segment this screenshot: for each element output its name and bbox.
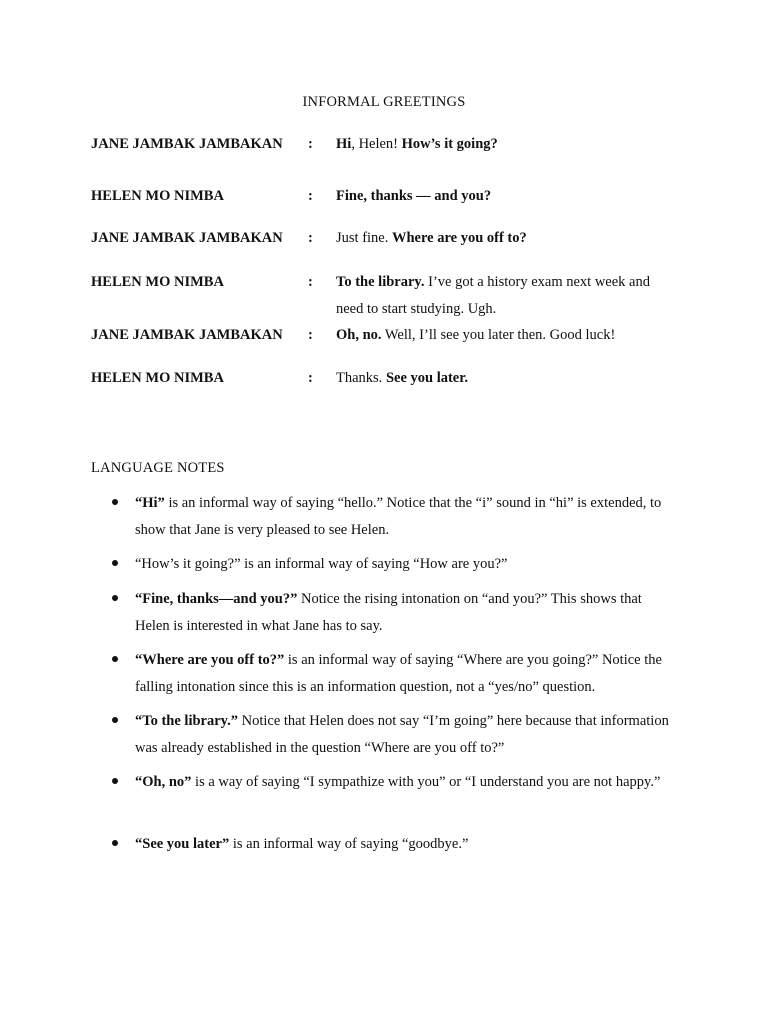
text-run: is an informal way of saying “Where are you going?” Notice the falling intonation since this is an information question, not a “yes/no” question. [135, 652, 662, 695]
separator-colon: : [308, 188, 313, 204]
speaker-name: HELEN MO NIMBA [91, 188, 224, 204]
text-run: is an informal way of saying “hello.” Notice that the “i” sound in “hi” is extended, to show that Jane is very pleased to see Helen. [135, 495, 662, 538]
bold-text-run: “See you later” [135, 836, 230, 852]
bold-text-run: “To the library.” [135, 713, 238, 729]
note-text [135, 831, 675, 858]
separator-colon: : [308, 274, 313, 290]
separator-colon: : [308, 370, 313, 386]
bold-text-run: See you later. [385, 370, 468, 386]
speaker-name: JANE JAMBAK JAMBAKAN [91, 230, 283, 246]
bold-text-run: To the library. [336, 274, 425, 290]
note-text [135, 708, 675, 762]
bullet-icon [112, 717, 118, 723]
dialogue-line [336, 322, 656, 349]
text-run: Notice that Helen does not say “I’m going” here because that information was already established in the question “Where are you off to?” [135, 713, 669, 756]
bullet-icon [112, 840, 118, 846]
speaker-name: HELEN MO NIMBA [91, 370, 224, 386]
bullet-icon [112, 595, 118, 601]
separator-colon: : [308, 327, 313, 343]
bold-text-run: Where are you off to? [391, 230, 527, 246]
document-title: INFORMAL GREETINGS [302, 94, 466, 110]
speaker-name: JANE JAMBAK JAMBAKAN [91, 327, 283, 343]
note-text [135, 647, 675, 701]
text-run: Thanks. [336, 370, 386, 386]
note-text [135, 586, 675, 640]
bullet-icon [112, 656, 118, 662]
separator-colon: : [308, 136, 313, 152]
bold-text-run: Oh, no. [336, 327, 382, 343]
dialogue-line [336, 269, 656, 323]
bold-text-run: “Where are you off to?” [135, 652, 285, 668]
bold-text-run: Fine, thanks — and you? [336, 188, 492, 204]
text-run: “How’s it going?” is an informal way of saying “How are you?” [135, 556, 508, 572]
bold-text-run: How’s it going? [401, 136, 498, 152]
bold-text-run: “Fine, thanks—and you?” [135, 591, 298, 607]
bold-text-run: “Oh, no” [135, 774, 192, 790]
text-run: , Helen! [351, 136, 402, 152]
speaker-name: JANE JAMBAK JAMBAKAN [91, 136, 283, 152]
bold-text-run: Hi [336, 136, 352, 152]
text-run: Well, I’ll see you later then. Good luck! [381, 327, 616, 343]
note-text [135, 769, 675, 796]
note-text [135, 490, 675, 544]
dialogue-line [336, 131, 656, 158]
text-run: Just fine. [336, 230, 392, 246]
dialogue-line [336, 183, 656, 210]
dialogue-line [336, 225, 656, 252]
bold-text-run: “Hi” [135, 495, 165, 511]
bullet-icon [112, 778, 118, 784]
text-run: Notice the rising intonation on “and you?” This shows that Helen is interested in what Jane has to say. [135, 591, 642, 634]
text-run: is an informal way of saying “goodbye.” [229, 836, 469, 852]
bullet-icon [112, 560, 118, 566]
bullet-icon [112, 499, 118, 505]
speaker-name: HELEN MO NIMBA [91, 274, 224, 290]
separator-colon: : [308, 230, 313, 246]
note-text [135, 551, 675, 578]
language-notes-heading: LANGUAGE NOTES [91, 460, 225, 476]
text-run: is a way of saying “I sympathize with you” or “I understand you are not happy.” [191, 774, 661, 790]
dialogue-line [336, 365, 656, 392]
text-run: I’ve got a history exam next week and need to start studying. Ugh. [336, 274, 650, 317]
